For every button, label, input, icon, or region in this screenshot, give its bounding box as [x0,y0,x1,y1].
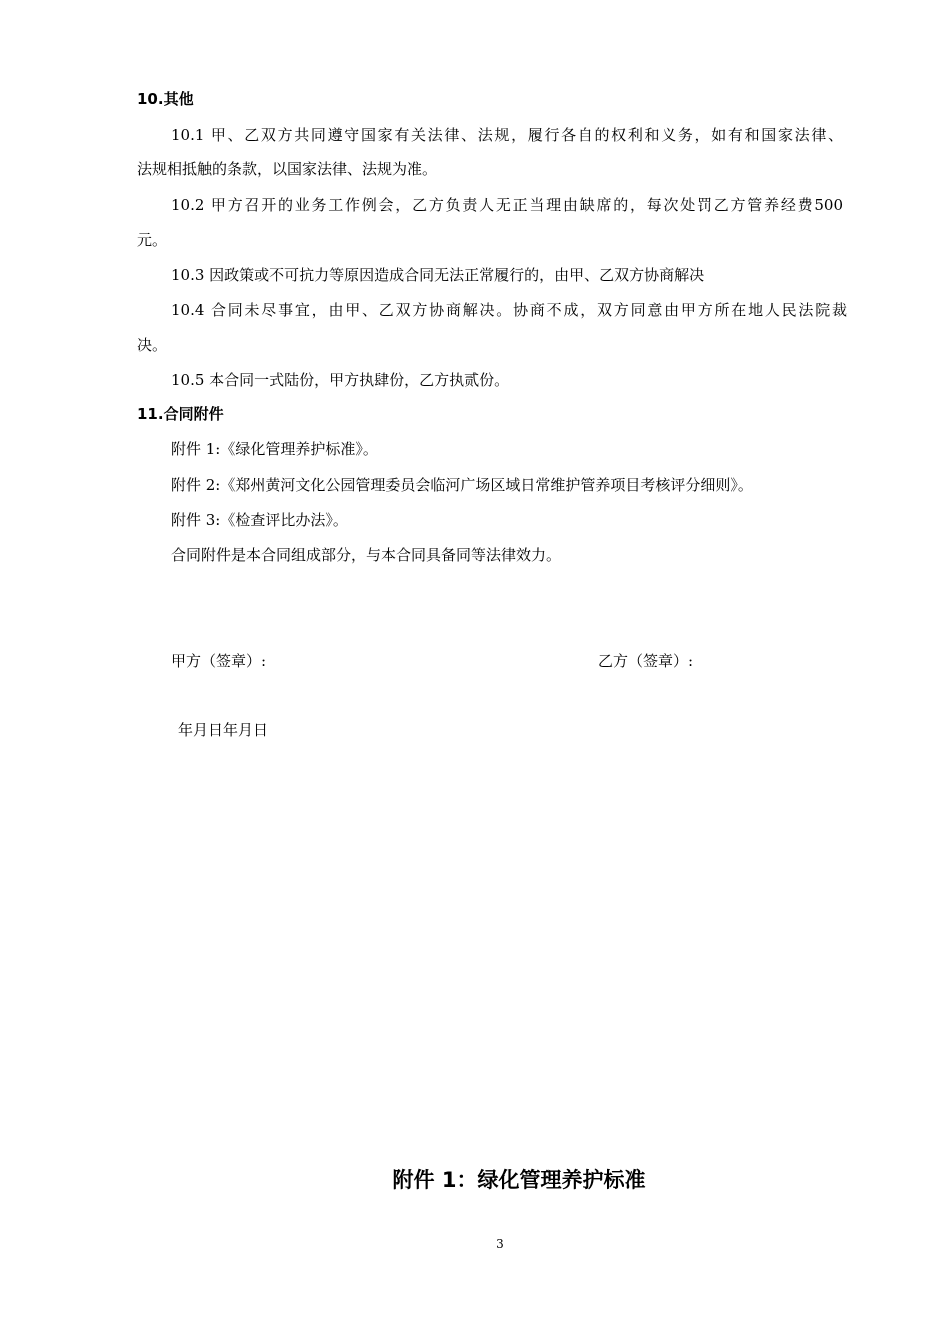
attachment-2-item: 附件 2:《郑州黄河文化公园管理委员会临河广场区域日常维护管养项目考核评分细则》。 [171,476,753,494]
page-number: 3 [496,1237,504,1251]
clause-10-2-line-1: 10.2 甲方召开的业务工作例会，乙方负责人无正当理由缺席的，每次处罚乙方管养经费500 [171,196,843,214]
clause-10-4-line-1: 10.4 合同未尽事宜，由甲、乙双方协商解决。协商不成，双方同意由甲方所在地人民法院裁 [171,301,847,319]
clause-10-5: 10.5 本合同一式陆份，甲方执肆份，乙方执贰份。 [171,371,510,389]
party-a-signature-label: 甲方（签章）: [171,652,267,670]
clause-10-4-line-2: 决。 [137,336,168,354]
clause-10-1-line-2: 法规相抵触的条款，以国家法律、法规为准。 [137,160,438,178]
clause-10-2-line-2: 元。 [137,231,168,249]
section-10-heading: 10.其他 [137,90,194,108]
party-b-signature-label: 乙方（签章）: [598,652,694,670]
appendix-title: 附件 1：绿化管理养护标准 [392,1168,646,1192]
clause-10-1-line-1: 10.1 甲、乙双方共同遵守国家有关法律、法规，履行各自的权利和义务，如有和国家法律、 [171,126,843,144]
attachment-1-item: 附件 1:《绿化管理养护标准》。 [171,440,378,458]
section-11-heading: 11.合同附件 [137,405,224,423]
attachment-closing-statement: 合同附件是本合同组成部分，与本合同具备同等法律效力。 [171,546,562,564]
attachment-3-item: 附件 3:《检查评比办法》。 [171,511,348,529]
clause-10-3: 10.3 因政策或不可抗力等原因造成合同无法正常履行的，由甲、乙双方协商解决 [171,266,705,284]
signature-date-line: 年月日年月日 [178,721,269,739]
